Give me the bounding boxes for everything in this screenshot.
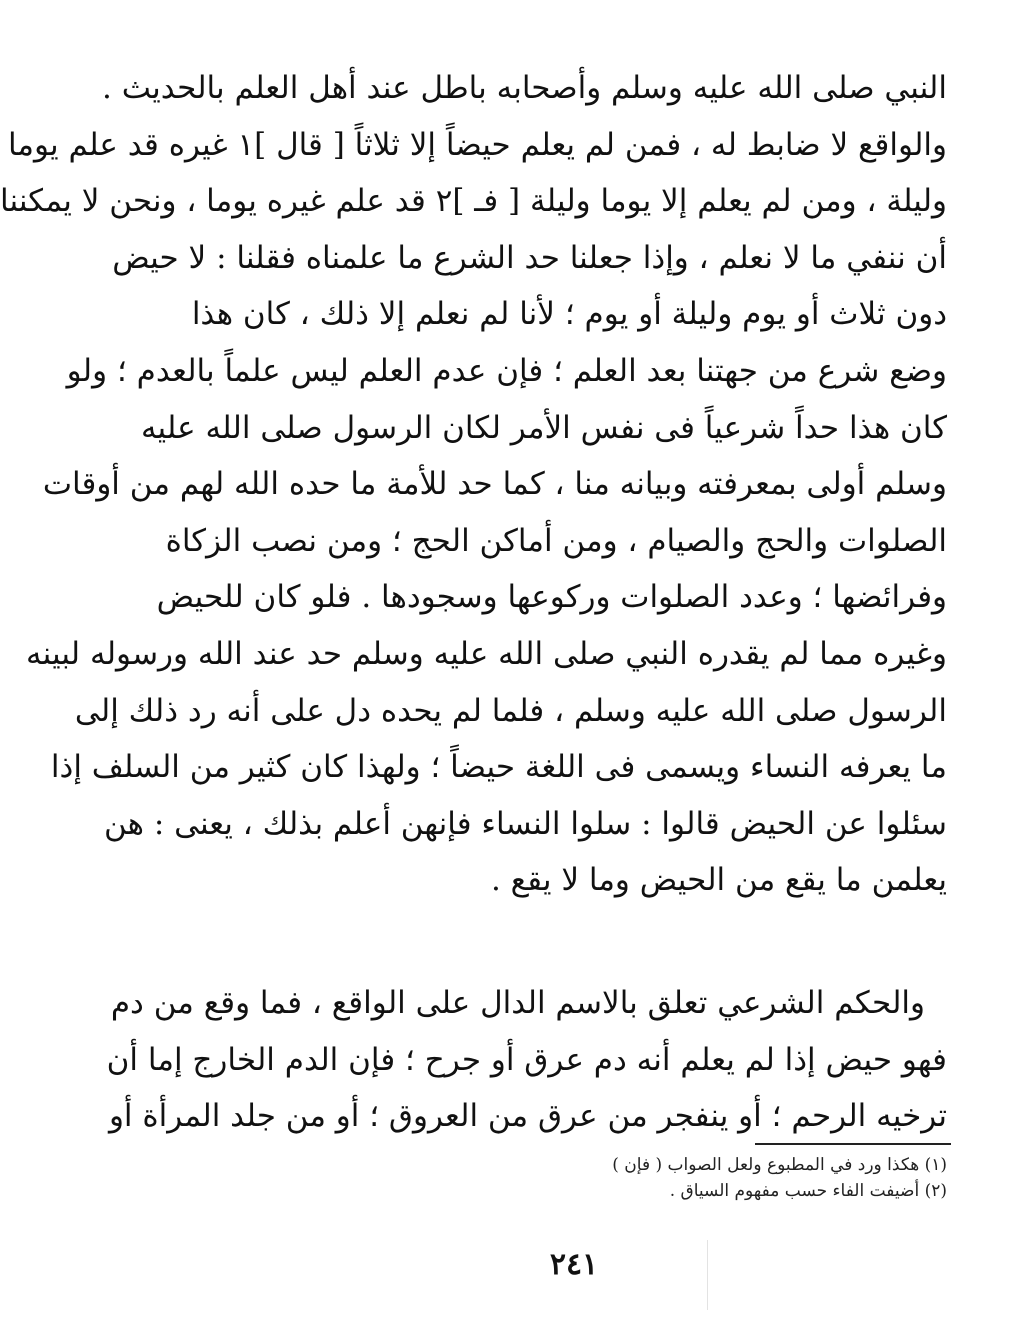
text-line: وسلم أولى بمعرفته وبيانه منا ، كما حد للأمة ما حده الله لهم من أوقات	[42, 466, 947, 503]
text-line: النبي صلى الله عليه وسلم وأصحابه باطل عند أهل العلم بالحديث .	[102, 70, 947, 106]
text-line: يعلمن ما يقع من الحيض وما لا يقع .	[490, 862, 947, 899]
text-line: ترخيه الرحم ؛ أو ينفجر من عرق من العروق ؛ أو من جلد المرأة أو	[108, 1098, 947, 1135]
text-line: الصلوات والحج والصيام ، ومن أماكن الحج ؛ ومن نصب الزكاة	[165, 522, 947, 559]
text-line: كان هذا حداً شرعياً فى نفس الأمر لكان الرسول صلى الله عليه	[140, 409, 947, 446]
text-line: أن ننفي ما لا نعلم ، وإذا جعلنا حد الشرع ما علمناه فقلنا : لا حيض	[112, 239, 947, 276]
text-line: ما يعرفه النساء ويسمى فى اللغة حيضاً ؛ ولهذا كان كثير من السلف إذا	[50, 749, 947, 786]
text-line: سئلوا عن الحيض قالوا : سلوا النساء فإنهن أعلم بذلك ، يعنى : هن	[104, 805, 947, 842]
text-line: والحكم الشرعي تعلق بالاسم الدال على الواقع ، فما وقع من دم	[110, 985, 925, 1021]
text-line: فهو حيض إذا لم يعلم أنه دم عرق أو جرح ؛ فإن الدم الخارج إما أن	[106, 1041, 947, 1078]
body-paragraph-1	[0, 60, 947, 909]
text-line: وفرائضها ؛ وعدد الصلوات وركوعها وسجودها . فلو كان للحيض	[156, 579, 947, 616]
text-line: والواقع لا ضابط له ، فمن لم يعلم حيضاً إلا ثلاثاً [ قال ]١ غيره قد علم يوما	[7, 126, 947, 163]
page-number: ٢٤١	[549, 1247, 599, 1282]
text-line: وضع شرع من جهتنا بعد العلم ؛ فإن عدم العلم ليس علماً بالعدم ؛ ولو	[66, 352, 947, 389]
scan-artifact	[707, 1240, 708, 1310]
footnote-divider	[755, 1143, 951, 1145]
body-paragraph-2	[106, 975, 947, 1145]
footnote-1: (١) هكذا ورد في المطبوع ولعل الصواب ( فإن )	[612, 1155, 947, 1175]
text-line: دون ثلاث أو يوم وليلة أو يوم ؛ لأنا لم نعلم إلا ذلك ، كان هذا	[191, 296, 947, 333]
text-line: وليلة ، ومن لم يعلم إلا يوما وليلة [ فـ ]٢ قد علم غيره يوما ، ونحن لا يمكننا	[0, 183, 947, 220]
footnote-2: (٢) أضيفت الفاء حسب مفهوم السياق .	[669, 1181, 947, 1201]
text-line: الرسول صلى الله عليه وسلم ، فلما لم يحده دل على أنه رد ذلك إلى	[74, 692, 947, 729]
text-line: وغيره مما لم يقدره النبي صلى الله عليه وسلم حد عند الله ورسوله لبينه	[26, 635, 947, 672]
footnotes	[429, 1152, 947, 1204]
